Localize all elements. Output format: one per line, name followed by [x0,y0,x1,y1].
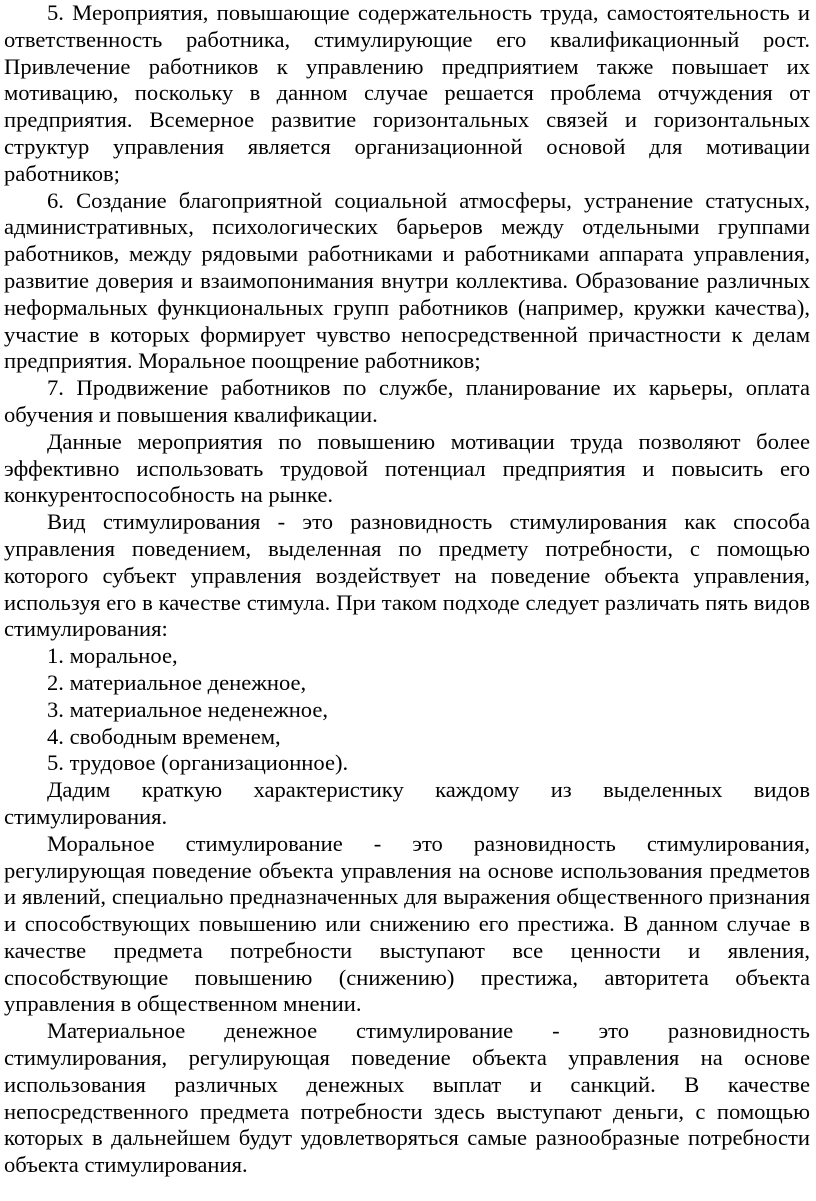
paragraph-stimulation-type-definition: Вид стимулирования - это разновидность стимулирования как способа управления поведением, выделенная по предмету потребности, с помощью которого субъект управления воздействует на поведение объекта управления, используя его в качестве стимула. При таком подходе следует различать пять видов стимулирования: [4,509,810,642]
stimulation-types-list [4,643,810,777]
list-item: 2. материальное денежное, [47,669,307,695]
paragraph-material-monetary-stimulation: Материальное денежное стимулирование - это разновидность стимулирования, регулирующая поведение объекта управления на основе использования различных денежных выплат и санкций. В качестве непосредственного предмета потребности здесь выступают деньги, с помощью которых в дальнейшем будут удовлетворяться самые разнообразные потребности объекта стимулирования. [4,1018,810,1178]
paragraph-item-5: 5. Мероприятия, повышающие содержательность труда, самостоятельность и ответственность работника, стимулирующие его квалификационный рост. Привлечение работников к управлению предприятием также повышает их мотивацию, поскольку в данном случае решается проблема отчуждения от предприятия. Всемерное развитие горизонтальных связей и горизонтальных структур управления является организационной основой для мотивации работников; [4,0,810,186]
list-item: 4. свободным временем, [47,723,281,749]
paragraph-item-6: 6. Создание благоприятной социальной атмосферы, устранение статусных, административных, психологических барьеров между отдельными группами работников, между рядовыми работниками и работниками аппарата управления, развитие доверия и взаимопонимания внутри коллектива. Образование различных неформальных функциональных групп работников (например, кружки качества), участие в которых формирует чувство непосредственной причастности к делам предприятия. Моральное поощрение работников; [4,187,810,374]
list-item: 5. трудовое (организационное). [47,750,349,776]
list-item: 1. моральное, [47,643,178,669]
paragraph-measures-summary: Данные мероприятия по повышению мотивации труда позволяют более эффективно использовать трудовой потенциал предприятия и повысить его конкурентоспособность на рынке. [4,428,810,508]
paragraph-characteristics-intro: Дадим краткую характеристику каждому из выделенных видов стимулирования. [4,777,810,829]
list-item: 3. материальное неденежное, [47,696,329,722]
paragraph-item-7: 7. Продвижение работников по службе, планирование их карьеры, оплата обучения и повышения квалификации. [4,375,810,427]
paragraph-moral-stimulation: Моральное стимулирование - это разновидность стимулирования, регулирующая поведение объекта управления на основе использования предметов и явлений, специально предназначенных для выражения общественного признания и способствующих повышению или снижению его престижа. В данном случае в качестве предмета потребности выступают все ценности и явления, способствующие повышению (снижению) престижа, авторитета объекта управления в общественном мнении. [4,830,810,1017]
